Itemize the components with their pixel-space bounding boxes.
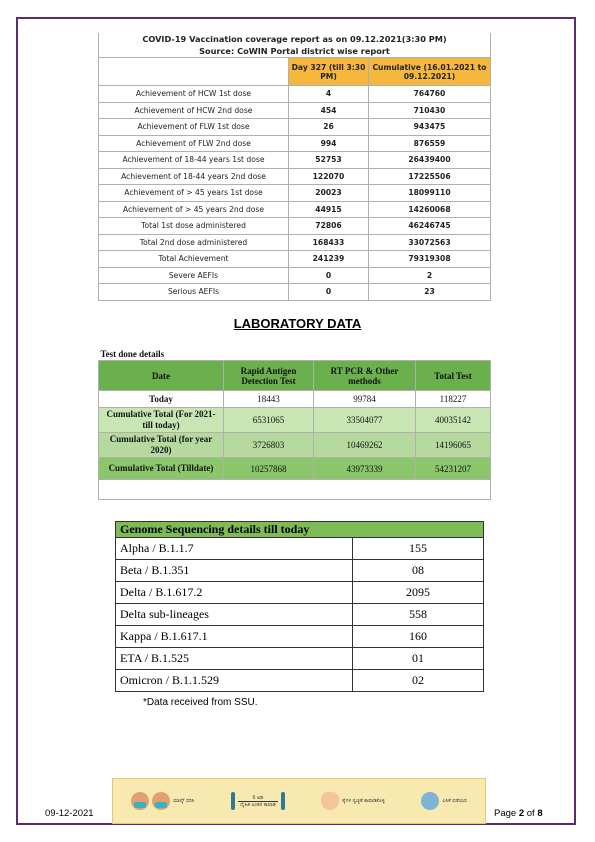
- vax-day-value: 52753: [289, 152, 369, 169]
- table-row: [99, 234, 491, 251]
- lab-total-value: 40035142: [416, 408, 491, 433]
- genome-count: 02: [353, 670, 484, 692]
- vax-cum-value: 18099110: [369, 185, 491, 202]
- vax-day-value: 241239: [289, 251, 369, 268]
- vax-day-value: 72806: [289, 218, 369, 235]
- vaccination-source: Source: CoWIN Portal district wise report: [99, 45, 491, 58]
- lab-rat-value: 18443: [224, 391, 314, 408]
- vax-day-value: 20023: [289, 185, 369, 202]
- banner-mask-text: ಮಾಸ್ಕ್ ಧರಿಸಿ: [173, 798, 195, 804]
- table-row: [99, 168, 491, 185]
- vax-cum-value: 26439400: [369, 152, 491, 169]
- vax-cum-value: 876559: [369, 135, 491, 152]
- lab-total-value: 14196065: [416, 433, 491, 458]
- table-row: [99, 119, 491, 136]
- lab-rat-value: 6531065: [224, 408, 314, 433]
- lab-col-total: Total Test: [416, 361, 491, 391]
- genome-count: 558: [353, 604, 484, 626]
- vax-cum-value: 79319308: [369, 251, 491, 268]
- genome-count: 160: [353, 626, 484, 648]
- vax-row-label: Serious AEFIs: [99, 284, 289, 301]
- vax-day-value: 0: [289, 284, 369, 301]
- vax-row-label: Achievement of FLW 1st dose: [99, 119, 289, 136]
- banner-vaccine-text: ಲಸಿಕೆ ಪಡೆಯಿರಿ: [442, 798, 467, 804]
- vax-day-value: 0: [289, 267, 369, 284]
- table-row: [99, 185, 491, 202]
- vaccination-table: [98, 33, 491, 301]
- vax-day-value: 168433: [289, 234, 369, 251]
- table-row: [99, 201, 491, 218]
- lab-blank-row: [99, 480, 491, 500]
- masked-face-icon: [152, 792, 170, 810]
- lab-total-value: 118227: [416, 391, 491, 408]
- data-source-note: *Data received from SSU.: [143, 697, 258, 708]
- table-row: [116, 670, 484, 692]
- vax-cum-value: 23: [369, 284, 491, 301]
- page-number: [494, 808, 543, 819]
- hands-icon: [321, 792, 339, 810]
- vaccination-icon: [421, 792, 439, 810]
- table-row: [116, 604, 484, 626]
- lab-rat-value: 10257868: [224, 458, 314, 480]
- genome-variant: ETA / B.1.525: [116, 648, 353, 670]
- vax-cum-value: 943475: [369, 119, 491, 136]
- genome-count: 2095: [353, 582, 484, 604]
- page-of: of: [524, 808, 538, 819]
- lab-rat-value: 3726803: [224, 433, 314, 458]
- table-row: [99, 251, 491, 268]
- vax-row-label: Total Achievement: [99, 251, 289, 268]
- vax-cum-value: 33072563: [369, 234, 491, 251]
- lab-rtpcr-value: 10469262: [314, 433, 416, 458]
- genome-table: [115, 521, 484, 692]
- vax-day-value: 454: [289, 102, 369, 119]
- lab-table: [98, 348, 491, 500]
- person-icon: [231, 792, 235, 810]
- table-row: [99, 152, 491, 169]
- genome-variant: Omicron / B.1.1.529: [116, 670, 353, 692]
- empty-header-cell: [99, 58, 289, 86]
- vax-day-value: 122070: [289, 168, 369, 185]
- banner-vaccine-segment: [421, 792, 466, 810]
- banner-handwash-segment: [321, 792, 385, 810]
- lab-row-label: Cumulative Total (For 2021- till today): [99, 408, 224, 433]
- vaccination-title: COVID-19 Vaccination coverage report as on 09.12.2021(3:30 PM): [99, 33, 491, 45]
- genome-variant: Beta / B.1.351: [116, 560, 353, 582]
- vax-cum-value: 17225506: [369, 168, 491, 185]
- lab-heading: LABORATORY DATA: [233, 316, 362, 331]
- lab-row-label: Cumulative Total (for year 2020): [99, 433, 224, 458]
- vax-row-label: Achievement of > 45 years 2nd dose: [99, 201, 289, 218]
- vax-row-label: Achievement of 18-44 years 1st dose: [99, 152, 289, 169]
- genome-variant: Kappa / B.1.617.1: [116, 626, 353, 648]
- genome-variant: Delta / B.1.617.2: [116, 582, 353, 604]
- table-row: [99, 135, 491, 152]
- footer-date: 09-12-2021: [45, 808, 94, 819]
- banner-handwash-text: ಕೈಗಳ ಸ್ವಚ್ಛತೆ ಕಾಪಾಡಿಕೊಳ್ಳಿ: [342, 798, 385, 804]
- covid-appropriate-behaviour-banner: [112, 778, 486, 824]
- genome-count: 08: [353, 560, 484, 582]
- vax-cum-value: 14260068: [369, 201, 491, 218]
- genome-variant: Alpha / B.1.1.7: [116, 538, 353, 560]
- lab-col-date: Date: [99, 361, 224, 391]
- vax-cum-value: 764760: [369, 86, 491, 103]
- masked-face-icon: [131, 792, 149, 810]
- page-prefix: Page: [494, 808, 519, 819]
- genome-count: 01: [353, 648, 484, 670]
- table-row: [99, 284, 491, 301]
- table-row: [99, 102, 491, 119]
- banner-distance-top: 6 ಅಡಿ: [252, 794, 264, 801]
- vax-row-label: Achievement of HCW 2nd dose: [99, 102, 289, 119]
- vax-row-label: Total 2nd dose administered: [99, 234, 289, 251]
- table-row: [99, 86, 491, 103]
- person-icon: [281, 792, 285, 810]
- lab-row-label: Cumulative Total (Tilldate): [99, 458, 224, 480]
- vax-row-label: Achievement of 18-44 years 2nd dose: [99, 168, 289, 185]
- lab-caption: Test done details: [99, 348, 491, 361]
- genome-count: 155: [353, 538, 484, 560]
- vax-row-label: Achievement of FLW 2nd dose: [99, 135, 289, 152]
- vax-row-label: Severe AEFIs: [99, 267, 289, 284]
- col-cum-header: Cumulative (16.01.2021 to 09.12.2021): [369, 58, 491, 86]
- vax-row-label: Total 1st dose administered: [99, 218, 289, 235]
- distance-arrow-icon: [238, 801, 278, 802]
- vax-day-value: 26: [289, 119, 369, 136]
- lab-row-label: Today: [99, 391, 224, 408]
- table-row: [116, 626, 484, 648]
- vax-day-value: 44915: [289, 201, 369, 218]
- lab-col-rtpcr: RT PCR & Other methods: [314, 361, 416, 391]
- lab-rtpcr-value: 43973339: [314, 458, 416, 480]
- vax-cum-value: 710430: [369, 102, 491, 119]
- lab-col-rat: Rapid Antigen Detection Test: [224, 361, 314, 391]
- genome-variant: Delta sub-lineages: [116, 604, 353, 626]
- page-total: 8: [537, 808, 543, 819]
- table-row: [116, 560, 484, 582]
- banner-distance-bottom: ದೈಹಿಕ ಅಂತರ ಕಾಪಾಡಿ: [240, 801, 276, 808]
- table-row: [116, 648, 484, 670]
- lab-rtpcr-value: 99784: [314, 391, 416, 408]
- table-row: [116, 538, 484, 560]
- vax-row-label: Achievement of > 45 years 1st dose: [99, 185, 289, 202]
- banner-mask-segment: [131, 792, 194, 810]
- vax-cum-value: 2: [369, 267, 491, 284]
- lab-total-value: 54231207: [416, 458, 491, 480]
- page-current: 2: [518, 808, 525, 819]
- table-row: [116, 582, 484, 604]
- col-day-header: Day 327 (till 3:30 PM): [289, 58, 369, 86]
- vax-cum-value: 46246745: [369, 218, 491, 235]
- banner-distance-segment: [231, 792, 285, 810]
- vax-day-value: 4: [289, 86, 369, 103]
- vax-day-value: 994: [289, 135, 369, 152]
- lab-rtpcr-value: 33504077: [314, 408, 416, 433]
- table-row: [99, 267, 491, 284]
- genome-title: Genome Sequencing details till today: [116, 522, 484, 538]
- vax-row-label: Achievement of HCW 1st dose: [99, 86, 289, 103]
- table-row: [99, 218, 491, 235]
